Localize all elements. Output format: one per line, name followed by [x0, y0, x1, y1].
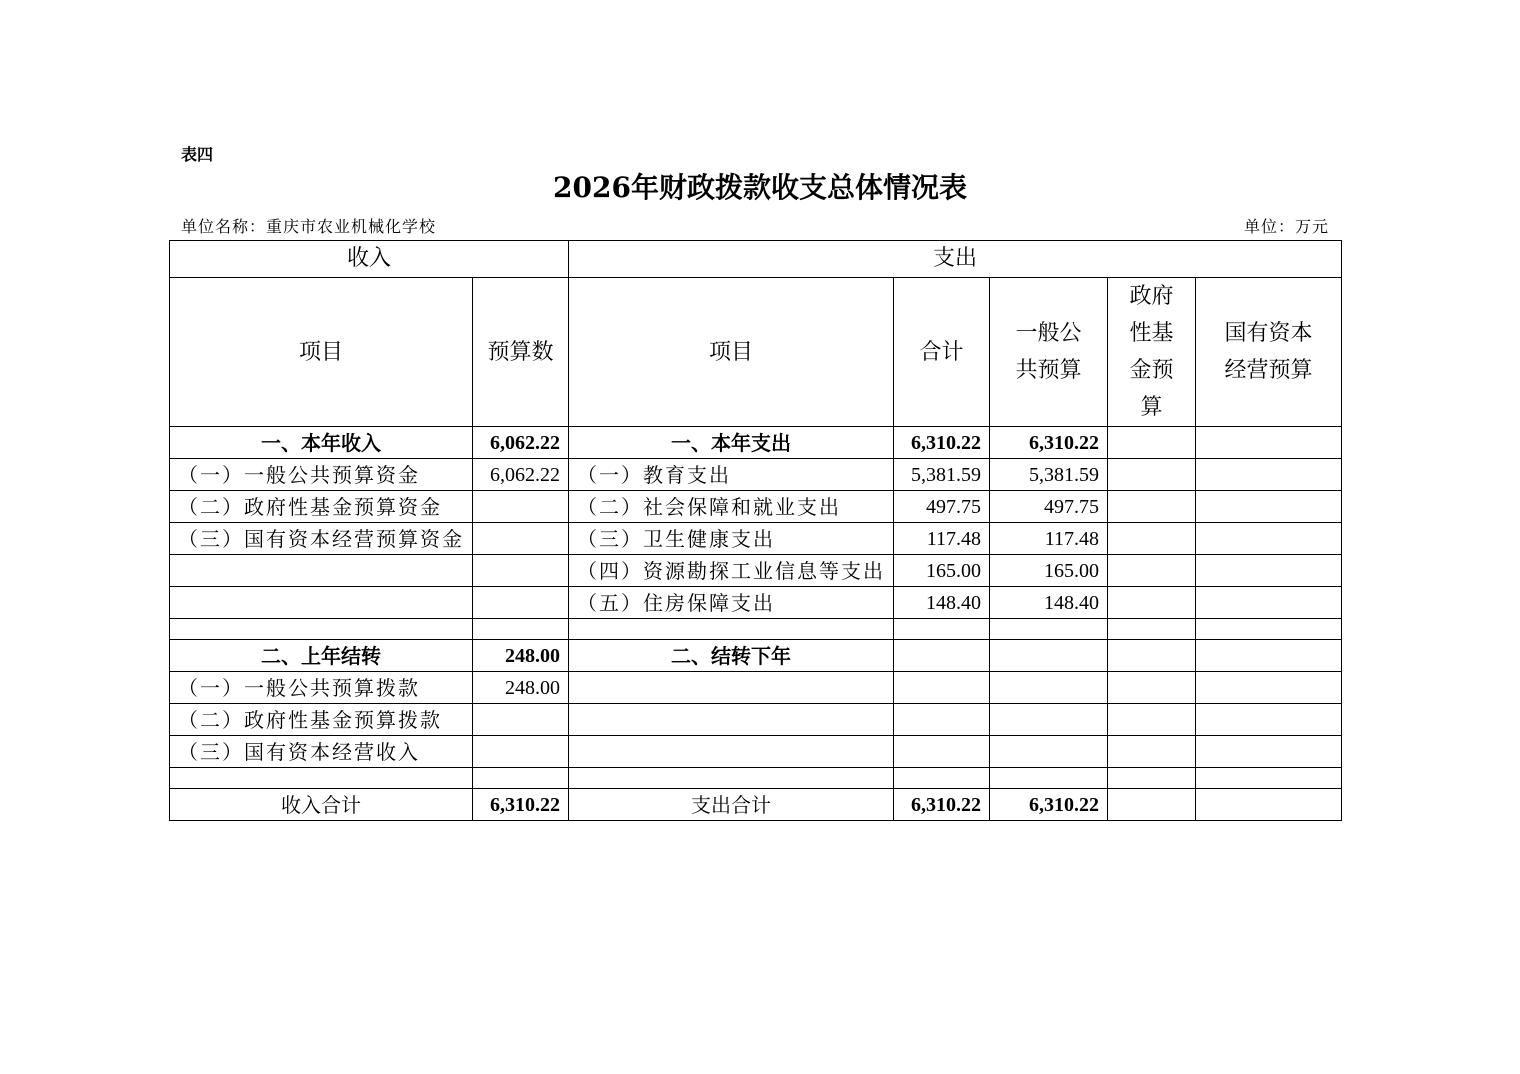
expense-state-capital: [1196, 640, 1342, 672]
income-amount: [473, 587, 569, 619]
income-item: （一）一般公共预算拨款: [170, 672, 473, 704]
income-amount: [473, 736, 569, 768]
expense-item: [569, 768, 894, 789]
income-amount: 6,062.22: [473, 459, 569, 491]
budget-table: [169, 240, 1342, 821]
table-row: [170, 704, 1342, 736]
income-amount: [473, 704, 569, 736]
expense-item: 二、结转下年: [569, 640, 894, 672]
document-title: 2026年财政拨款收支总体情况表: [553, 171, 967, 204]
expense-item: （五）住房保障支出: [569, 587, 894, 619]
column-header-row: [170, 278, 1342, 427]
group-header-row: [170, 241, 1342, 278]
state-capital-header: 国有资本经营预算: [1196, 278, 1342, 427]
income-item: （二）政府性基金预算资金: [170, 491, 473, 523]
unit-name: 单位名称：重庆市农业机械化学校: [181, 217, 437, 236]
expense-general: 148.40: [990, 587, 1108, 619]
expense-general: [990, 619, 1108, 640]
expense-total-label: 支出合计: [569, 789, 894, 821]
income-item: [170, 619, 473, 640]
expense-general: 165.00: [990, 555, 1108, 587]
expense-gov-fund: [1108, 619, 1196, 640]
table-row: [170, 640, 1342, 672]
table-row: [170, 491, 1342, 523]
expense-general: [990, 640, 1108, 672]
expense-item: [569, 704, 894, 736]
expense-header: 支出: [569, 241, 1342, 278]
table-row: [170, 555, 1342, 587]
total-header: 合计: [894, 278, 990, 427]
expense-general: [990, 704, 1108, 736]
income-amount: 6,062.22: [473, 427, 569, 459]
expense-total: [894, 768, 990, 789]
currency-unit: 单位：万元: [1243, 217, 1329, 236]
expense-gov-fund: [1108, 789, 1196, 821]
expense-gov-fund: [1108, 427, 1196, 459]
expense-state-capital: [1196, 619, 1342, 640]
income-amount: 248.00: [473, 672, 569, 704]
expense-general: [990, 672, 1108, 704]
income-amount: [473, 768, 569, 789]
expense-item-header: 项目: [569, 278, 894, 427]
expense-item: [569, 736, 894, 768]
expense-total: [894, 704, 990, 736]
income-amount: [473, 491, 569, 523]
table-row: [170, 768, 1342, 789]
expense-gov-fund: [1108, 587, 1196, 619]
expense-gov-fund: [1108, 768, 1196, 789]
expense-item: [569, 619, 894, 640]
expense-state-capital: [1196, 427, 1342, 459]
income-item: （三）国有资本经营收入: [170, 736, 473, 768]
expense-total: 148.40: [894, 587, 990, 619]
income-header: 收入: [170, 241, 569, 278]
expense-item: （四）资源勘探工业信息等支出: [569, 555, 894, 587]
table-row: [170, 672, 1342, 704]
expense-general: 6,310.22: [990, 427, 1108, 459]
budget-amount-header: 预算数: [473, 278, 569, 427]
expense-gov-fund: [1108, 704, 1196, 736]
expense-general: 497.75: [990, 491, 1108, 523]
table-row: [170, 459, 1342, 491]
expense-general: 6,310.22: [990, 789, 1108, 821]
expense-gov-fund: [1108, 523, 1196, 555]
expense-state-capital: [1196, 491, 1342, 523]
expense-item: （二）社会保障和就业支出: [569, 491, 894, 523]
expense-gov-fund: [1108, 736, 1196, 768]
table-row: [170, 523, 1342, 555]
expense-total: [894, 736, 990, 768]
expense-total: [894, 672, 990, 704]
income-item: [170, 555, 473, 587]
income-amount: [473, 523, 569, 555]
expense-total: [894, 640, 990, 672]
expense-general: 5,381.59: [990, 459, 1108, 491]
expense-total: 165.00: [894, 555, 990, 587]
expense-item: （一）教育支出: [569, 459, 894, 491]
income-amount: 248.00: [473, 640, 569, 672]
income-total-label: 收入合计: [170, 789, 473, 821]
table-number: 表四: [181, 145, 214, 164]
income-item: （三）国有资本经营预算资金: [170, 523, 473, 555]
expense-gov-fund: [1108, 555, 1196, 587]
expense-state-capital: [1196, 523, 1342, 555]
expense-item: 一、本年支出: [569, 427, 894, 459]
income-item: （一）一般公共预算资金: [170, 459, 473, 491]
general-budget-header: 一般公共预算: [990, 278, 1108, 427]
expense-total: 6,310.22: [894, 789, 990, 821]
income-item: 一、本年收入: [170, 427, 473, 459]
table-row: [170, 427, 1342, 459]
table-row: [170, 619, 1342, 640]
expense-general: 117.48: [990, 523, 1108, 555]
expense-gov-fund: [1108, 640, 1196, 672]
expense-state-capital: [1196, 768, 1342, 789]
income-item: [170, 587, 473, 619]
total-row: [170, 789, 1342, 821]
expense-total: 6,310.22: [894, 427, 990, 459]
income-item: [170, 768, 473, 789]
expense-total: 5,381.59: [894, 459, 990, 491]
expense-state-capital: [1196, 459, 1342, 491]
income-item: （二）政府性基金预算拨款: [170, 704, 473, 736]
expense-item: （三）卫生健康支出: [569, 523, 894, 555]
income-item-header: 项目: [170, 278, 473, 427]
expense-state-capital: [1196, 704, 1342, 736]
expense-general: [990, 768, 1108, 789]
expense-gov-fund: [1108, 672, 1196, 704]
income-amount: [473, 555, 569, 587]
table-row: [170, 587, 1342, 619]
expense-state-capital: [1196, 555, 1342, 587]
expense-state-capital: [1196, 789, 1342, 821]
expense-state-capital: [1196, 736, 1342, 768]
expense-state-capital: [1196, 672, 1342, 704]
expense-item: [569, 672, 894, 704]
expense-gov-fund: [1108, 491, 1196, 523]
expense-total: 497.75: [894, 491, 990, 523]
expense-state-capital: [1196, 587, 1342, 619]
expense-gov-fund: [1108, 459, 1196, 491]
income-item: 二、上年结转: [170, 640, 473, 672]
table-row: [170, 736, 1342, 768]
expense-total: 117.48: [894, 523, 990, 555]
income-total-amount: 6,310.22: [473, 789, 569, 821]
income-amount: [473, 619, 569, 640]
gov-fund-header: 政府性基金预算: [1108, 278, 1196, 427]
expense-general: [990, 736, 1108, 768]
expense-total: [894, 619, 990, 640]
